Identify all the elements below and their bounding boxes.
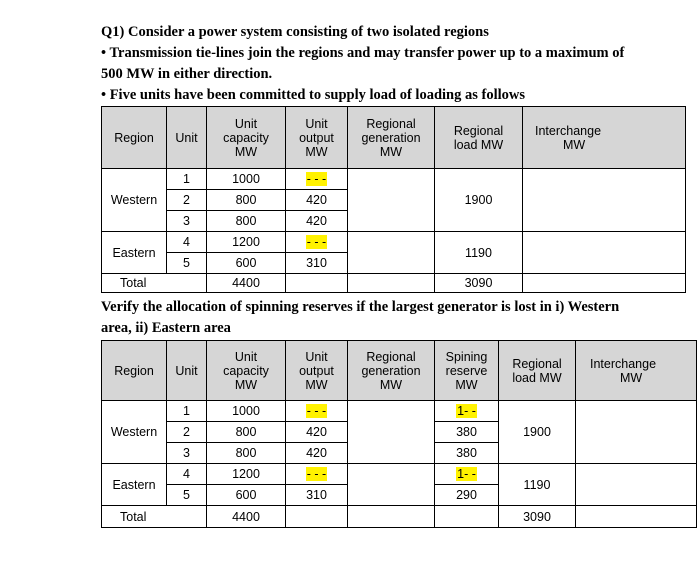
output-cell: 310 xyxy=(286,253,348,274)
output-cell: 310 xyxy=(286,485,348,506)
reserve-cell: 380 xyxy=(435,422,499,443)
capacity-cell: 600 xyxy=(207,253,286,274)
header-interchange-l2: MW xyxy=(563,137,586,152)
unit-cell: 1 xyxy=(167,401,207,422)
header-capacity-l3: MW xyxy=(234,377,258,392)
output-cell xyxy=(286,232,348,253)
capacity-cell: 800 xyxy=(207,422,286,443)
total-load: 3090 xyxy=(435,274,523,293)
output-highlight: - - - xyxy=(306,235,327,249)
verify-question-2: area, ii) Eastern area xyxy=(101,320,231,336)
verify-question-1: Verify the allocation of spinning reserves if the largest generator is lost in i) Western xyxy=(101,299,620,315)
total-generation xyxy=(348,274,435,293)
region-western: Western xyxy=(102,401,167,464)
header-capacity-l2: capacity xyxy=(223,130,269,145)
western-interchange xyxy=(523,169,686,232)
total-interchange xyxy=(523,274,686,293)
header-generation-l1: Regional xyxy=(366,349,416,364)
header-load xyxy=(435,107,523,169)
western-load: 1900 xyxy=(435,169,523,232)
header-load-l2: load MW xyxy=(453,137,504,152)
reserve-cell xyxy=(435,401,499,422)
capacity-cell: 1000 xyxy=(207,169,286,190)
total-generation xyxy=(348,506,435,528)
header-output-l3: MW xyxy=(305,144,328,159)
question-title: Q1) Consider a power system consisting of two isolated regions xyxy=(101,24,489,40)
table-row xyxy=(102,232,686,253)
unit-cell: 2 xyxy=(167,422,207,443)
header-generation-l2: generation xyxy=(361,363,421,378)
header-load-l2: load MW xyxy=(512,370,562,385)
unit-cell: 3 xyxy=(167,443,207,464)
header-output xyxy=(286,107,348,169)
header-load xyxy=(499,341,576,401)
bullet-tie-lines-2: 500 MW in either direction. xyxy=(101,66,273,82)
header-output-l3: MW xyxy=(305,377,328,392)
reserve-highlight: 1- - xyxy=(457,467,476,481)
header-output-l2: output xyxy=(299,363,334,378)
header-capacity xyxy=(207,341,286,401)
header-interchange-l2: MW xyxy=(620,370,643,385)
header-reserve-l3: MW xyxy=(455,377,478,392)
header-interchange xyxy=(576,341,697,401)
spinning-reserve-table xyxy=(101,340,697,528)
eastern-interchange xyxy=(576,464,697,506)
output-cell xyxy=(286,401,348,422)
output-highlight: - - - xyxy=(306,404,327,418)
header-reserve-l1: Spining xyxy=(445,349,488,364)
loading-table xyxy=(101,106,686,293)
capacity-cell: 800 xyxy=(207,190,286,211)
eastern-generation xyxy=(348,232,435,274)
unit-cell: 3 xyxy=(167,211,207,232)
header-region: Region xyxy=(102,107,167,169)
header-reserve xyxy=(435,341,499,401)
region-eastern: Eastern xyxy=(102,464,167,506)
header-generation xyxy=(348,107,435,169)
header-output-l1: Unit xyxy=(305,349,328,364)
reserve-cell: 380 xyxy=(435,443,499,464)
capacity-cell: 1000 xyxy=(207,401,286,422)
total-reserve xyxy=(435,506,499,528)
reserve-cell xyxy=(435,464,499,485)
total-row xyxy=(102,274,686,293)
header-generation-l2: generation xyxy=(361,130,421,145)
header-row xyxy=(102,341,697,401)
bullet-tie-lines-1: • Transmission tie-lines join the regions and may transfer power up to a maximum of xyxy=(101,45,625,61)
header-capacity-l1: Unit xyxy=(234,349,258,364)
header-unit: Unit xyxy=(167,107,207,169)
western-interchange xyxy=(576,401,697,464)
eastern-interchange xyxy=(523,232,686,274)
header-load-l1: Regional xyxy=(512,356,562,371)
output-cell: 420 xyxy=(286,211,348,232)
header-generation xyxy=(348,341,435,401)
western-generation xyxy=(348,169,435,232)
capacity-cell: 600 xyxy=(207,485,286,506)
eastern-generation xyxy=(348,464,435,506)
output-cell: 420 xyxy=(286,422,348,443)
total-load: 3090 xyxy=(499,506,576,528)
total-row xyxy=(102,506,697,528)
total-capacity: 4400 xyxy=(207,274,286,293)
header-interchange xyxy=(523,107,686,169)
output-cell xyxy=(286,464,348,485)
header-interchange-l1: Interchange xyxy=(590,356,657,371)
unit-cell: 1 xyxy=(167,169,207,190)
table-row xyxy=(102,401,697,422)
total-label: Total xyxy=(102,274,207,293)
header-interchange-l1: Interchange xyxy=(535,123,602,138)
header-row xyxy=(102,107,686,169)
western-load: 1900 xyxy=(499,401,576,464)
unit-cell: 5 xyxy=(167,485,207,506)
total-output xyxy=(286,274,348,293)
total-label: Total xyxy=(102,506,207,528)
western-generation xyxy=(348,401,435,464)
capacity-cell: 1200 xyxy=(207,464,286,485)
capacity-cell: 800 xyxy=(207,211,286,232)
table-row xyxy=(102,464,697,485)
capacity-cell: 1200 xyxy=(207,232,286,253)
output-highlight: - - - xyxy=(306,172,327,186)
reserve-cell: 290 xyxy=(435,485,499,506)
capacity-cell: 800 xyxy=(207,443,286,464)
reserve-highlight: 1- - xyxy=(457,404,476,418)
header-capacity-l1: Unit xyxy=(234,116,258,131)
header-capacity-l3: MW xyxy=(234,144,258,159)
header-load-l1: Regional xyxy=(453,123,504,138)
header-output-l1: Unit xyxy=(305,116,328,131)
table-row xyxy=(102,169,686,190)
region-western: Western xyxy=(102,169,167,232)
output-cell: 420 xyxy=(286,190,348,211)
unit-cell: 4 xyxy=(167,464,207,485)
output-highlight: - - - xyxy=(306,467,327,481)
total-output xyxy=(286,506,348,528)
unit-cell: 5 xyxy=(167,253,207,274)
header-reserve-l2: reserve xyxy=(445,363,488,378)
header-generation-l3: MW xyxy=(379,377,403,392)
header-capacity-l2: capacity xyxy=(223,363,269,378)
total-capacity: 4400 xyxy=(207,506,286,528)
header-capacity xyxy=(207,107,286,169)
output-cell: 420 xyxy=(286,443,348,464)
header-output-l2: output xyxy=(299,130,334,145)
eastern-load: 1190 xyxy=(499,464,576,506)
bullet-five-units: • Five units have been committed to supply load of loading as follows xyxy=(101,87,525,103)
output-cell xyxy=(286,169,348,190)
header-unit: Unit xyxy=(167,341,207,401)
header-generation-l3: MW xyxy=(379,144,403,159)
header-output xyxy=(286,341,348,401)
total-interchange xyxy=(576,506,697,528)
header-generation-l1: Regional xyxy=(366,116,416,131)
unit-cell: 2 xyxy=(167,190,207,211)
region-eastern: Eastern xyxy=(102,232,167,274)
eastern-load: 1190 xyxy=(435,232,523,274)
unit-cell: 4 xyxy=(167,232,207,253)
header-region: Region xyxy=(102,341,167,401)
